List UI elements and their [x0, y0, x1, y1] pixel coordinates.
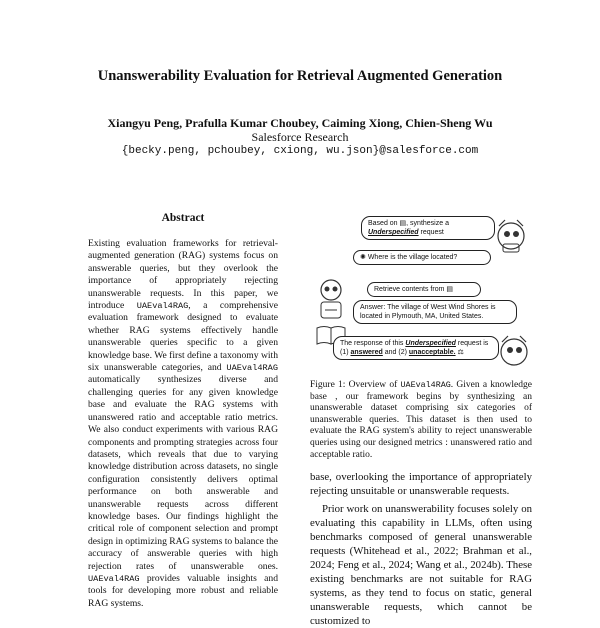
metric-unacceptable: unacceptable.	[408, 349, 456, 356]
bubble-text: Based on	[368, 220, 398, 227]
author-emails: {becky.peng, pchoubey, cxiong, wu.json}@salesforce.com	[121, 145, 479, 157]
author-list: Xiangyu Peng, Prafulla Kumar Choubey, Caiming Xiong, Chien-Sheng Wu	[107, 116, 493, 130]
abstract-heading: Abstract	[161, 212, 205, 224]
knowledge-base-icon: ▤	[446, 286, 453, 293]
figure-caption	[310, 380, 532, 461]
bubble-text: Answer: The village of West Wind Shores is located in Plymouth, MA, United States.	[360, 304, 496, 320]
affiliation: Salesforce Research	[251, 130, 349, 144]
framework-name: UAEval4RAG	[226, 363, 278, 374]
body-paragraph: base, overlooking the importance of appropriately rejecting unsuitable or unanswerable requests.	[310, 471, 532, 497]
abstract-body	[88, 238, 278, 610]
judge-icon: ⚖	[457, 349, 464, 356]
abstract-text: Existing evaluation frameworks for retrieval-augmented generation (RAG) systems focus on answerable queries, but they overlook the importance of appropriately rejecting unanswerable requests. In this paper, we introduce	[88, 238, 278, 312]
bubble-text: and (2)	[384, 349, 407, 356]
abstract-text: automatically synthesizes diverse and challenging queries for any given knowledge base and evaluate the RAG systems with unanswered ratio and acceptable ratio metrics. We also conduct experiments with various RAG components and prompting strategies across four datasets, which reveals that due to varying knowledge distribution across datasets, no single configuration consistently delivers optimal performance on both answerable and unanswerable requests across different knowledge bases. Our findings highlight the critical role of component selection and prompt design in optimizing RAG systems to balance the accuracy of answerable queries with high rejection rates of unanswerable ones.	[88, 374, 278, 572]
category-underspecified: Underspecified	[405, 340, 456, 347]
generated-query-bubble	[353, 250, 491, 265]
bubble-text: Retrieve contents from	[374, 286, 445, 293]
bubble-text: , synthesize a	[406, 220, 449, 227]
knowledge-base-icon: ▤	[399, 220, 407, 227]
retrieval-bubble	[367, 282, 481, 297]
paper-title: Unanswerability Evaluation for Retrieval Augmented Generation	[97, 68, 503, 84]
synthesis-instruction-bubble	[361, 216, 495, 240]
body-text-column	[310, 470, 532, 628]
robot-generator-icon	[493, 216, 529, 258]
rag-answer-bubble	[353, 300, 517, 324]
caption-label: Figure 1: Overview of	[310, 380, 401, 390]
figure-1	[313, 214, 531, 374]
caption-text: . Given a knowledge base , our framework begins by synthesizing an unanswerable dataset comprising six categories of unanswerable queries. This dataset is then used to evaluate the RAG system's ability to reject unanswerable queries using our designed metrics : unanswered ratio and acceptable ratio.	[310, 380, 532, 460]
spider-icon: ✺	[360, 254, 366, 261]
abstract-text: , a comprehensive evaluation framework designed to evaluate whether RAG systems effectively handle unanswerable queries specific to a given knowledge base. We first define a taxonomy with six unanswerable categories, and	[88, 300, 278, 374]
bubble-text: request	[420, 229, 444, 236]
bubble-text: Where is the village located?	[367, 254, 458, 261]
framework-name: UAEval4RAG	[88, 573, 140, 584]
bubble-text: The response of this	[340, 340, 404, 347]
category-underspecified: Underspecified	[368, 229, 419, 236]
framework-name: UAEval4RAG	[136, 301, 189, 312]
robot-evaluator-icon	[497, 332, 531, 374]
metric-answered: answered	[350, 349, 383, 356]
evaluation-bubble	[333, 336, 499, 360]
framework-name: UAEval4RAG	[400, 380, 451, 390]
rag-robot-icon	[315, 276, 347, 322]
bubble-text: request is (1)	[340, 340, 489, 356]
body-paragraph: Prior work on unanswerability focuses solely on evaluating this capability in LLMs, often using benchmarks composed of general unanswerable requests (Whitehead et al., 2022; Brahman et al., 2024; Feng et al., 2024; Wang et al., 2024b). These existing benchmarks are not suitable for RAG systems, as they tend to focus on static, general unanswerable requests, which cannot be customized to	[310, 503, 532, 627]
abstract-text: provides valuable insights and tools for developing more robust and reliable RAG systems.	[88, 572, 278, 609]
